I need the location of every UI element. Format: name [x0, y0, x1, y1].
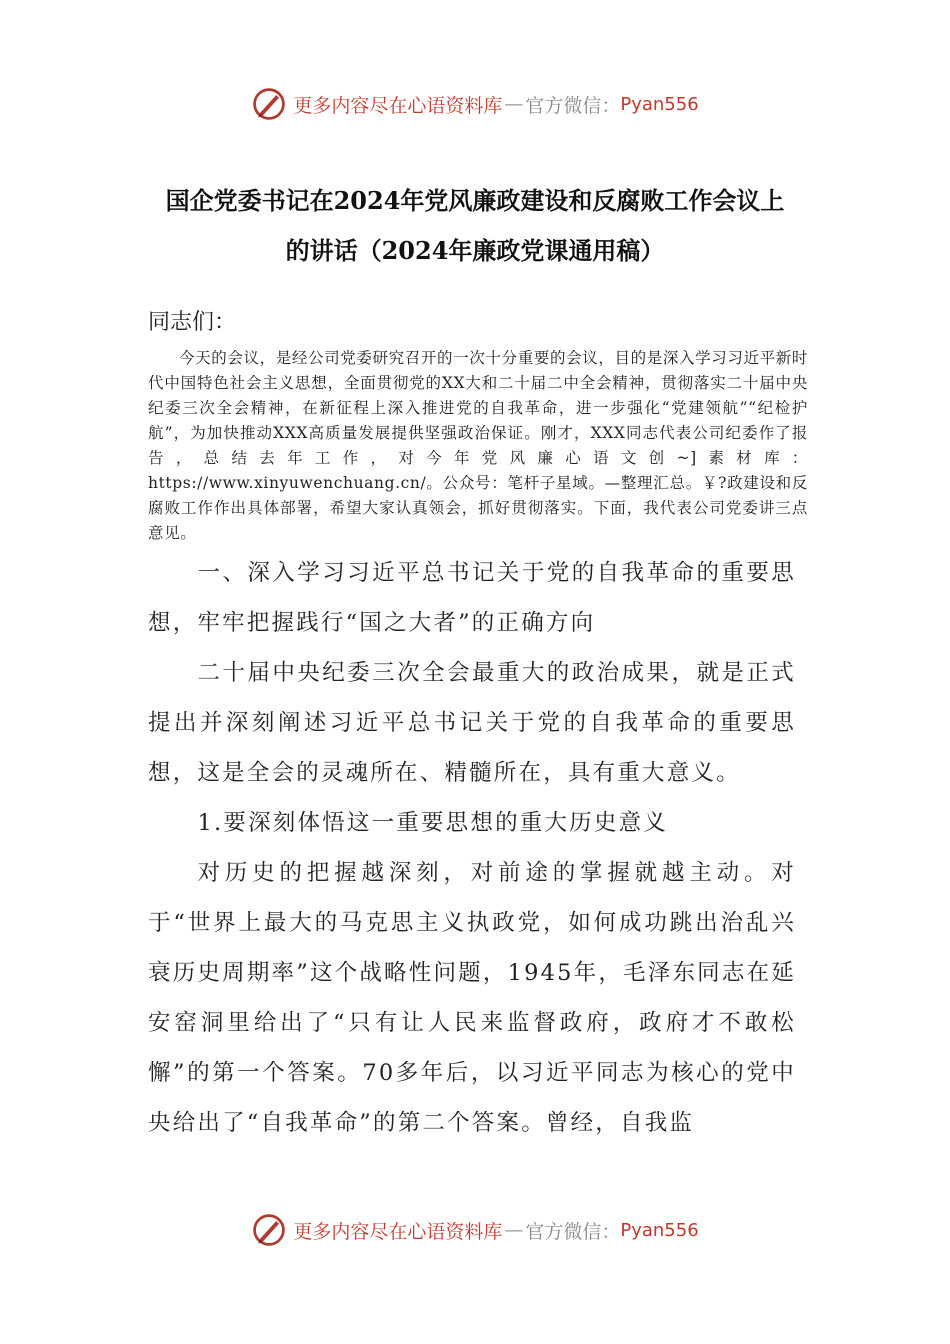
subheading-1: 1.要深刻体悟这一重要思想的重大历史意义 — [197, 810, 668, 836]
footer-banner — [0, 1212, 950, 1248]
greeting: 同志们： — [148, 310, 237, 335]
document-title — [140, 176, 810, 276]
footer-wechat-label: 官方微信： — [525, 1220, 621, 1243]
footer-wechat-id: Pyan556 — [620, 1219, 699, 1241]
banner-dash: — — [504, 93, 524, 115]
paragraph-1: 二十届中央纪委三次全会最重大的政治成果，就是正式提出并深刻阐述习近平总书记关于党的自我革命的重要思想，这是全会的灵魂所在、精髓所在，具有重大意义。 — [148, 660, 796, 786]
title-line-2: 的讲话（2024年廉政党课通用稿） — [285, 236, 665, 265]
footer-site-name: 更多内容尽在心语资料库 — [293, 1220, 503, 1243]
section-heading-1: 一、深入学习习近平总书记关于党的自我革命的重要思想，牢牢把握践行“国之大者”的正确方向 — [148, 560, 796, 636]
pen-logo-icon — [251, 1212, 287, 1248]
banner-wechat-label: 官方微信： — [525, 94, 621, 117]
paragraph-2: 对历史的把握越深刻，对前途的掌握就越主动。对于“世界上最大的马克思主义执政党，如何成功跳出治乱兴衰历史周期率”这个战略性问题，1945年，毛泽东同志在延安窑洞里给出了“只有让人民来监督政府，政府才不敢松懈”的第一个答案。70多年后，以习近平同志为核心的党中央给出了“自我革命”的第二个答案。曾经，自我监 — [148, 860, 796, 1136]
banner-wechat-id: Pyan556 — [620, 93, 699, 115]
title-line-1: 国企党委书记在2024年党风廉政建设和反腐败工作会议上 — [165, 186, 785, 215]
pen-logo-icon — [251, 86, 287, 122]
banner-site-name: 更多内容尽在心语资料库 — [293, 94, 503, 117]
header-banner — [0, 86, 950, 122]
main-content — [148, 548, 796, 1148]
footer-dash: — — [504, 1219, 524, 1241]
intro-paragraph: 今天的会议，是经公司党委研究召开的一次十分重要的会议，目的是深入学习习近平新时代中国特色社会主义思想，全面贯彻党的XX大和二十届二中全会精神，贯彻落实二十届中央纪委三次全会精神，在新征程上深入推进党的自我革命，进一步强化“党建领航”“纪检护航”，为加快推动XXX高质量发展提供坚强政治保证。刚才，XXX同志代表公司纪委作了报告，总结去年工作，对今年党风廉心语文创~]素材库：https://www.xinyuwenchuang.cn/。公众号：笔杆子星域。—整理汇总。￥?政建设和反腐败工作作出具体部署，希望大家认真领会，抓好贯彻落实。下面，我代表公司党委讲三点意见。 — [148, 349, 808, 542]
